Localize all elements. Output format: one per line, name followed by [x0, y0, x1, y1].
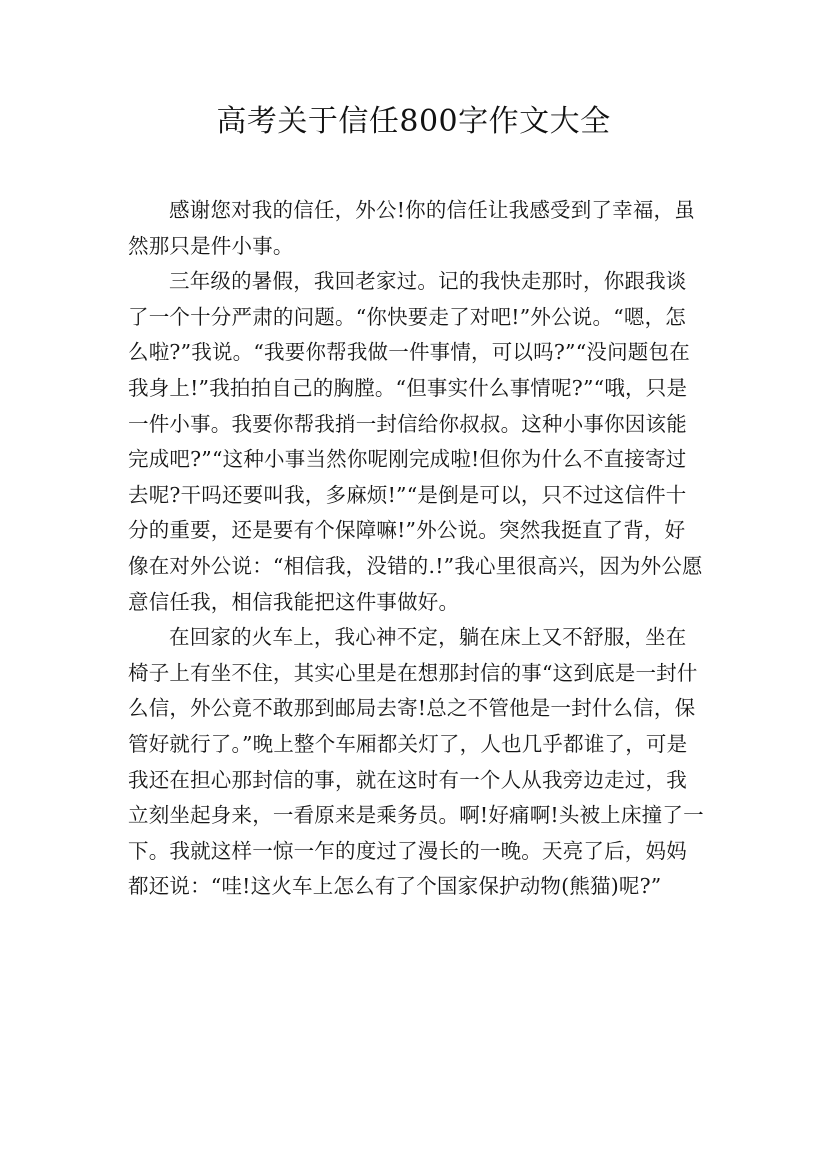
paragraph-3: 在回家的火车上，我心神不定，躺在床上又不舒服，坐在椅子上有坐不住，其实心里是在想那封信的事“这到底是一封什么信，外公竟不敢那到邮局去寄!总之不管他是一封什么信，保管好就行了。”晚上整个车厢都关灯了，人也几乎都谁了，可是我还在担心那封信的事，就在这时有一个人从我旁边走过，我立刻坐起身来，一看原来是乘务员。啊!好痛啊!头被上床撞了一下。我就这样一惊一乍的度过了漫长的一晚。天亮了后，妈妈都还说：“哇!这火车上怎么有了个国家保护动物(熊猫)呢?”: [128, 625, 704, 899]
document-body: [128, 193, 704, 905]
paragraph-2: 三年级的暑假，我回老家过。记的我快走那时，你跟我谈了一个十分严肃的问题。“你快要走了对吧!”外公说。“嗯，怎么啦?”我说。“我要你帮我做一件事情，可以吗?”“没问题包在我身上!”我拍拍自己的胸膛。“但事实什么事情呢?”“哦，只是一件小事。我要你帮我捎一封信给你叔叔。这种小事你因该能完成吧?”“这种小事当然你呢刚完成啦!但你为什么不直接寄过去呢?干吗还要叫我，多麻烦!”“是倒是可以，只不过这信件十分的重要，还是要有个保障嘛!”外公说。突然我挺直了背，好像在对外公说：“相信我，没错的.!”我心里很高兴，因为外公愿意信任我，相信我能把这件事做好。: [128, 269, 703, 614]
document-title: 高考关于信任800字作文大全: [216, 104, 611, 139]
paragraph-1: 感谢您对我的信任，外公!你的信任让我感受到了幸福，虽然那只是件小事。: [128, 198, 695, 258]
